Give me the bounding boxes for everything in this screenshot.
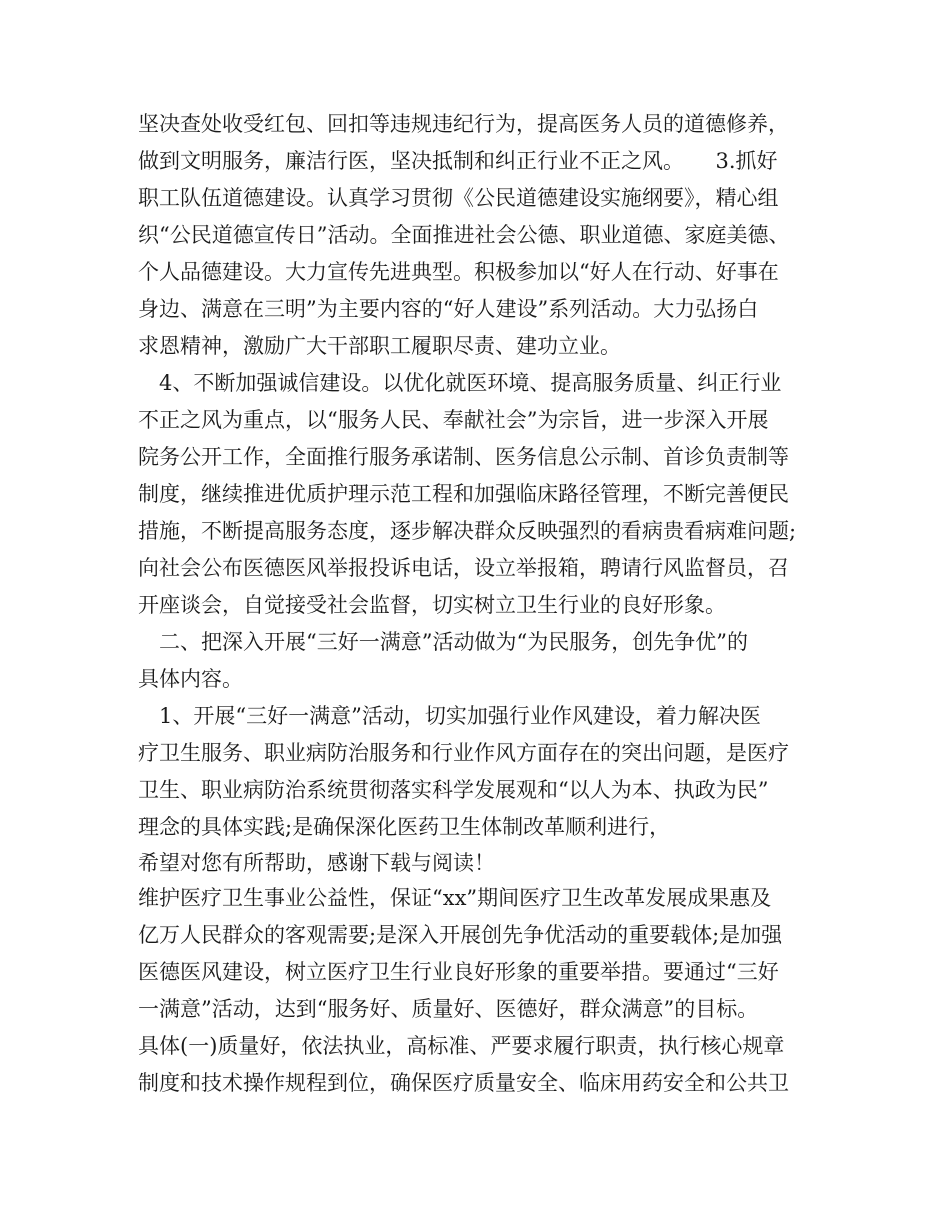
text-line: 二、把深入开展“三好一满意”活动做为“为民服务，创先争优”的: [138, 630, 748, 654]
text-line: 卫生、职业病防治系统贯彻落实科学发展观和“以人为本、执政为民”: [138, 778, 769, 802]
text-line: 具体内容。: [138, 667, 243, 691]
text-line: 4、不断加强诚信建设。以优化就医环境、提高服务质量、纠正行业: [138, 371, 782, 395]
text-line: 医德医风建设，树立医疗卫生行业良好形象的重要举措。要通过“三好: [138, 960, 779, 984]
text-line: 个人品德建设。大力宣传先进典型。积极参加以“好人在行动、好事在: [138, 260, 779, 284]
closing-note: 希望对您有所帮助，感谢下载与阅读！: [138, 851, 495, 875]
text-line: 不正之风为重点，以“服务人民、奉献社会”为宗旨，进一步深入开展: [138, 408, 769, 432]
text-line: 1、开展“三好一满意”活动，切实加强行业作风建设，着力解决医: [138, 704, 761, 728]
text-line: 制度和技术操作规程到位，确保医疗质量安全、临床用药安全和公共卫: [138, 1071, 789, 1095]
text-line: 求恩精神，激励广大干部职工履职尽责、建功立业。: [138, 334, 621, 358]
text-line: 职工队伍道德建设。认真学习贯彻《公民道德建设实施纲要》，精心组: [138, 186, 779, 210]
text-line: 亿万人民群众的客观需要;是深入开展创先争优活动的重要载体;是加强: [138, 923, 783, 947]
text-line: 向社会公布医德医风举报投诉电话，设立举报箱，聘请行风监督员，召: [138, 556, 789, 580]
text-line: 维护医疗卫生事业公益性，保证“xx”期间医疗卫生改革发展成果惠及: [138, 886, 772, 910]
text-line: 身边、满意在三明”为主要内容的“好人建设”系列活动。大力弘扬白: [138, 297, 759, 321]
text-line: 做到文明服务，廉洁行医，坚决抵制和纠正行业不正之风。 3.抓好: [138, 149, 778, 173]
text-line: 开座谈会，自觉接受社会监督，切实树立卫生行业的良好形象。: [138, 593, 726, 617]
text-line: 坚决查处收受红包、回扣等违规违纪行为，提高医务人员的道德修养，: [138, 112, 789, 136]
document-body: [138, 106, 828, 1102]
text-line: 疗卫生服务、职业病防治服务和行业作风方面存在的突出问题，是医疗: [138, 741, 789, 765]
text-line: 院务公开工作，全面推行服务承诺制、医务信息公示制、首诊负责制等: [138, 445, 789, 469]
text-line: 具体(一)质量好，依法执业，高标准、严要求履行职责，执行核心规章: [138, 1034, 785, 1058]
text-line: 织“公民道德宣传日”活动。全面推进社会公德、职业道德、家庭美德、: [138, 223, 790, 247]
text-line: 措施，不断提高服务态度，逐步解决群众反映强烈的看病贵看病难问题;: [138, 519, 797, 543]
text-line: 一满意”活动，达到“服务好、质量好、医德好，群众满意”的目标。: [138, 997, 759, 1021]
text-line: 制度，继续推进优质护理示范工程和加强临床路径管理，不断完善便民: [138, 482, 789, 506]
text-line: 理念的具体实践;是确保深化医药卫生体制改革顺利进行，: [138, 815, 671, 839]
